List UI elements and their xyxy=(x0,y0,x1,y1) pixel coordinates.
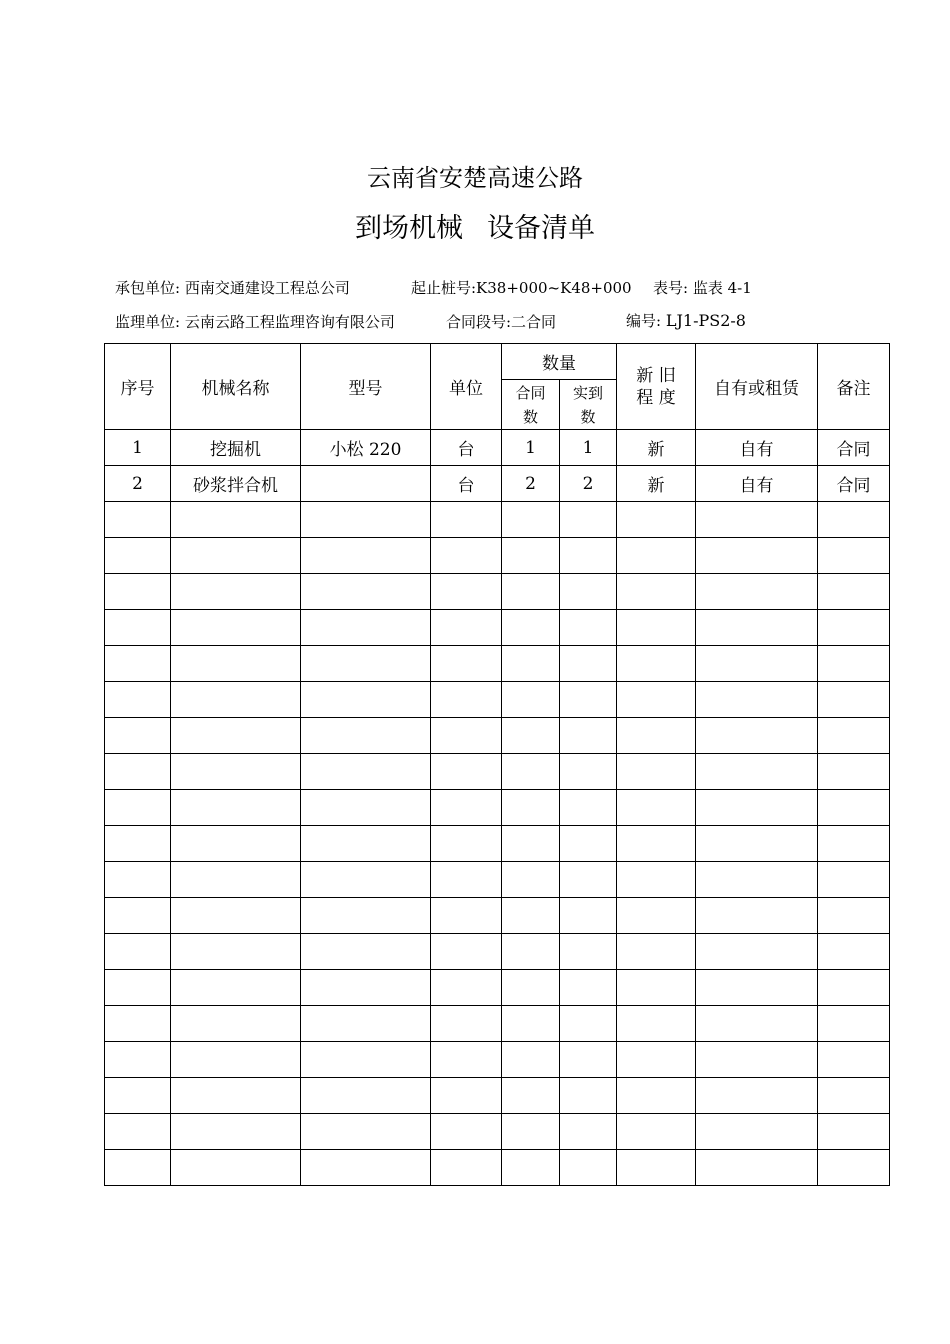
empty-row xyxy=(105,934,890,970)
empty-cell xyxy=(560,610,617,646)
empty-cell xyxy=(502,538,560,574)
table-row xyxy=(105,466,890,502)
cell-actual-qty: 1 xyxy=(560,430,617,466)
empty-cell xyxy=(431,934,502,970)
header-remark: 备注 xyxy=(818,344,890,430)
empty-cell xyxy=(617,1006,696,1042)
empty-cell xyxy=(502,790,560,826)
empty-cell xyxy=(696,790,818,826)
empty-cell xyxy=(171,1114,301,1150)
empty-row xyxy=(105,898,890,934)
empty-cell xyxy=(560,934,617,970)
empty-cell xyxy=(502,898,560,934)
empty-cell xyxy=(301,862,431,898)
empty-cell xyxy=(301,898,431,934)
empty-row xyxy=(105,826,890,862)
stake-range-label: 起止桩号:K38+000~K48+000 xyxy=(411,279,632,297)
empty-cell xyxy=(560,1114,617,1150)
empty-cell xyxy=(502,862,560,898)
empty-cell xyxy=(502,934,560,970)
empty-cell xyxy=(617,934,696,970)
empty-cell xyxy=(301,970,431,1006)
empty-cell xyxy=(696,502,818,538)
empty-cell xyxy=(560,1150,617,1186)
contractor-label: 承包单位: 西南交通建设工程总公司 xyxy=(115,279,350,297)
empty-row xyxy=(105,1078,890,1114)
empty-cell xyxy=(818,574,890,610)
empty-cell xyxy=(617,826,696,862)
empty-cell xyxy=(502,1114,560,1150)
empty-row xyxy=(105,970,890,1006)
empty-cell xyxy=(617,898,696,934)
cell-contract-qty: 2 xyxy=(502,466,560,502)
cell-actual-qty: 2 xyxy=(560,466,617,502)
empty-cell xyxy=(431,898,502,934)
empty-row xyxy=(105,1150,890,1186)
empty-cell xyxy=(502,826,560,862)
header-name: 机械名称 xyxy=(171,344,301,430)
empty-cell xyxy=(105,610,171,646)
empty-cell xyxy=(105,718,171,754)
empty-cell xyxy=(301,574,431,610)
empty-cell xyxy=(431,538,502,574)
empty-cell xyxy=(818,1078,890,1114)
empty-cell xyxy=(431,754,502,790)
empty-cell xyxy=(818,538,890,574)
empty-cell xyxy=(301,754,431,790)
empty-cell xyxy=(617,538,696,574)
empty-cell xyxy=(696,1042,818,1078)
empty-cell xyxy=(171,1042,301,1078)
document-subtitle xyxy=(0,206,950,245)
empty-cell xyxy=(431,574,502,610)
empty-cell xyxy=(696,682,818,718)
empty-cell xyxy=(431,1150,502,1186)
empty-cell xyxy=(617,610,696,646)
serial-value: LJ1-PS2-8 xyxy=(665,311,746,330)
empty-row xyxy=(105,1114,890,1150)
empty-cell xyxy=(617,1150,696,1186)
empty-cell xyxy=(105,826,171,862)
header-ownership: 自有或租赁 xyxy=(696,344,818,430)
cell-name: 挖掘机 xyxy=(171,430,301,466)
empty-cell xyxy=(617,718,696,754)
empty-cell xyxy=(105,1042,171,1078)
empty-cell xyxy=(617,790,696,826)
cell-name: 砂浆拌合机 xyxy=(171,466,301,502)
empty-cell xyxy=(502,718,560,754)
subtitle-part-2: 设备清单 xyxy=(487,213,595,244)
empty-cell xyxy=(560,754,617,790)
cell-seq: 1 xyxy=(105,430,171,466)
empty-cell xyxy=(502,1150,560,1186)
empty-cell xyxy=(105,1006,171,1042)
empty-cell xyxy=(617,502,696,538)
cell-ownership: 自有 xyxy=(696,430,818,466)
empty-cell xyxy=(696,862,818,898)
empty-cell xyxy=(502,682,560,718)
empty-cell xyxy=(171,718,301,754)
empty-cell xyxy=(818,1042,890,1078)
empty-cell xyxy=(301,646,431,682)
cell-ownership: 自有 xyxy=(696,466,818,502)
empty-cell xyxy=(105,538,171,574)
empty-cell xyxy=(171,826,301,862)
table-row xyxy=(105,430,890,466)
empty-cell xyxy=(560,790,617,826)
cell-condition: 新 xyxy=(617,430,696,466)
empty-row xyxy=(105,502,890,538)
empty-cell xyxy=(617,1078,696,1114)
empty-cell xyxy=(560,538,617,574)
subtitle-part-1: 到场机械 xyxy=(355,213,463,244)
empty-row xyxy=(105,862,890,898)
empty-cell xyxy=(696,1006,818,1042)
empty-cell xyxy=(431,1114,502,1150)
empty-cell xyxy=(818,970,890,1006)
header-quantity: 数量 xyxy=(502,344,617,380)
empty-cell xyxy=(696,826,818,862)
cell-seq: 2 xyxy=(105,466,171,502)
empty-cell xyxy=(617,1042,696,1078)
empty-cell xyxy=(617,862,696,898)
empty-cell xyxy=(696,934,818,970)
empty-cell xyxy=(502,502,560,538)
empty-cell xyxy=(171,1006,301,1042)
empty-cell xyxy=(818,610,890,646)
serial-label: 编号: xyxy=(626,312,662,330)
empty-cell xyxy=(696,646,818,682)
empty-row xyxy=(105,754,890,790)
empty-cell xyxy=(696,1114,818,1150)
empty-row xyxy=(105,718,890,754)
empty-cell xyxy=(818,862,890,898)
empty-cell xyxy=(502,574,560,610)
empty-cell xyxy=(696,898,818,934)
empty-cell xyxy=(617,646,696,682)
empty-cell xyxy=(818,1006,890,1042)
equipment-table xyxy=(104,343,890,1186)
empty-cell xyxy=(301,1114,431,1150)
supervisor-label: 监理单位: 云南云路工程监理咨询有限公司 xyxy=(115,313,395,331)
cell-condition: 新 xyxy=(617,466,696,502)
empty-cell xyxy=(301,790,431,826)
empty-cell xyxy=(818,898,890,934)
empty-row xyxy=(105,610,890,646)
empty-cell xyxy=(171,1150,301,1186)
empty-cell xyxy=(301,1006,431,1042)
empty-cell xyxy=(502,1042,560,1078)
empty-cell xyxy=(818,1114,890,1150)
empty-cell xyxy=(431,1078,502,1114)
empty-row xyxy=(105,1042,890,1078)
empty-cell xyxy=(617,574,696,610)
header-condition xyxy=(617,344,696,430)
empty-cell xyxy=(105,862,171,898)
empty-cell xyxy=(171,1078,301,1114)
empty-cell xyxy=(502,1006,560,1042)
empty-cell xyxy=(431,1006,502,1042)
empty-cell xyxy=(105,682,171,718)
empty-cell xyxy=(431,790,502,826)
empty-cell xyxy=(171,610,301,646)
empty-cell xyxy=(696,718,818,754)
empty-cell xyxy=(560,1006,617,1042)
empty-cell xyxy=(560,1078,617,1114)
empty-cell xyxy=(502,646,560,682)
cell-model xyxy=(301,466,431,502)
empty-cell xyxy=(171,970,301,1006)
empty-cell xyxy=(301,826,431,862)
empty-cell xyxy=(617,1114,696,1150)
empty-cell xyxy=(171,898,301,934)
empty-cell xyxy=(301,502,431,538)
empty-cell xyxy=(818,646,890,682)
empty-row xyxy=(105,538,890,574)
empty-cell xyxy=(105,754,171,790)
empty-cell xyxy=(502,610,560,646)
empty-cell xyxy=(617,754,696,790)
empty-cell xyxy=(105,646,171,682)
empty-cell xyxy=(431,862,502,898)
header-actual-qty xyxy=(560,380,617,430)
empty-cell xyxy=(301,538,431,574)
empty-cell xyxy=(818,790,890,826)
empty-cell xyxy=(818,718,890,754)
empty-cell xyxy=(171,682,301,718)
empty-row xyxy=(105,574,890,610)
cell-contract-qty: 1 xyxy=(502,430,560,466)
empty-cell xyxy=(560,898,617,934)
empty-cell xyxy=(171,574,301,610)
empty-cell xyxy=(696,754,818,790)
empty-cell xyxy=(818,826,890,862)
empty-cell xyxy=(502,754,560,790)
empty-cell xyxy=(171,862,301,898)
empty-cell xyxy=(560,826,617,862)
empty-cell xyxy=(431,718,502,754)
empty-cell xyxy=(301,610,431,646)
empty-cell xyxy=(301,934,431,970)
empty-cell xyxy=(105,970,171,1006)
empty-cell xyxy=(171,538,301,574)
empty-cell xyxy=(696,610,818,646)
document-title: 云南省安楚高速公路 xyxy=(367,164,583,192)
header-condition-line2: 程 度 xyxy=(636,387,676,408)
empty-cell xyxy=(818,754,890,790)
empty-cell xyxy=(105,898,171,934)
empty-cell xyxy=(560,682,617,718)
empty-cell xyxy=(105,574,171,610)
empty-cell xyxy=(171,646,301,682)
empty-cell xyxy=(560,502,617,538)
empty-cell xyxy=(301,1150,431,1186)
empty-cell xyxy=(696,1150,818,1186)
empty-cell xyxy=(171,790,301,826)
empty-cell xyxy=(105,1150,171,1186)
empty-cell xyxy=(105,502,171,538)
empty-cell xyxy=(301,718,431,754)
empty-cell xyxy=(502,1078,560,1114)
cell-unit: 台 xyxy=(431,430,502,466)
empty-cell xyxy=(617,970,696,1006)
empty-row xyxy=(105,1006,890,1042)
empty-cell xyxy=(431,682,502,718)
header-condition-line1: 新 旧 xyxy=(636,365,676,386)
form-number-label: 表号: 监表 4-1 xyxy=(653,279,752,297)
empty-cell xyxy=(431,502,502,538)
header-unit: 单位 xyxy=(431,344,502,430)
cell-remark: 合同 xyxy=(818,430,890,466)
empty-cell xyxy=(818,502,890,538)
empty-cell xyxy=(696,1078,818,1114)
empty-cell xyxy=(560,718,617,754)
empty-cell xyxy=(301,1042,431,1078)
cell-unit: 台 xyxy=(431,466,502,502)
empty-cell xyxy=(818,682,890,718)
header-contract-qty-line2: 数 xyxy=(522,407,538,426)
header-seq: 序号 xyxy=(105,344,171,430)
empty-cell xyxy=(696,970,818,1006)
header-actual-qty-line1: 实到 xyxy=(572,383,603,402)
empty-cell xyxy=(502,970,560,1006)
empty-cell xyxy=(431,1042,502,1078)
empty-row xyxy=(105,790,890,826)
cell-remark: 合同 xyxy=(818,466,890,502)
empty-cell xyxy=(171,934,301,970)
empty-cell xyxy=(171,754,301,790)
empty-cell xyxy=(171,502,301,538)
header-row xyxy=(105,344,890,380)
empty-cell xyxy=(560,970,617,1006)
empty-row xyxy=(105,682,890,718)
header-model: 型号 xyxy=(301,344,431,430)
empty-cell xyxy=(105,790,171,826)
empty-cell xyxy=(431,610,502,646)
empty-cell xyxy=(560,574,617,610)
empty-row xyxy=(105,646,890,682)
empty-cell xyxy=(105,934,171,970)
cell-model: 小松 220 xyxy=(301,430,431,466)
empty-cell xyxy=(560,1042,617,1078)
empty-cell xyxy=(617,682,696,718)
header-contract-qty-line1: 合同 xyxy=(515,383,546,402)
empty-cell xyxy=(696,574,818,610)
header-actual-qty-line2: 数 xyxy=(580,407,596,426)
empty-cell xyxy=(301,1078,431,1114)
empty-cell xyxy=(560,862,617,898)
contract-section-label: 合同段号:二合同 xyxy=(446,313,557,331)
empty-cell xyxy=(301,682,431,718)
empty-cell xyxy=(431,970,502,1006)
empty-cell xyxy=(431,826,502,862)
serial-number xyxy=(626,310,746,331)
empty-cell xyxy=(696,538,818,574)
empty-cell xyxy=(560,646,617,682)
empty-cell xyxy=(105,1114,171,1150)
header-contract-qty xyxy=(502,380,560,430)
empty-cell xyxy=(431,646,502,682)
empty-cell xyxy=(818,1150,890,1186)
empty-cell xyxy=(105,1078,171,1114)
empty-cell xyxy=(818,934,890,970)
